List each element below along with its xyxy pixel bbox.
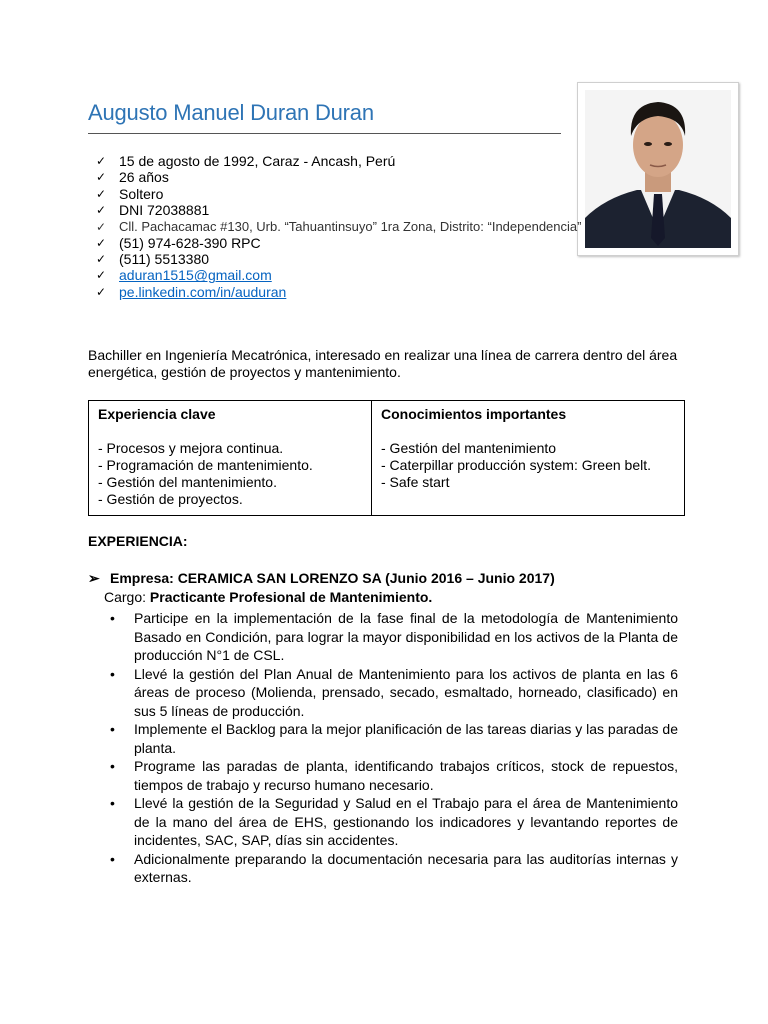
check-icon: ✓	[96, 252, 107, 267]
list-item: - Safe start	[381, 474, 450, 490]
list-item: - Gestión de proyectos.	[98, 491, 243, 507]
bullet-icon: •	[110, 850, 115, 867]
bullet-icon: •	[110, 795, 115, 811]
check-icon: ✓	[96, 186, 107, 201]
list-item	[96, 169, 581, 185]
important-knowledge-cell	[372, 401, 685, 516]
bullet-icon: •	[110, 758, 115, 774]
key-experience-header: Experiencia clave	[98, 406, 216, 422]
list-item	[108, 850, 678, 887]
home-phone: (511) 5513380	[119, 251, 210, 268]
bullet-icon: •	[110, 721, 115, 737]
list-item: - Gestión del mantenimiento	[381, 440, 557, 456]
age: 26 años	[119, 169, 169, 186]
list-item: - Gestión del mantenimiento.	[98, 474, 277, 490]
list-item	[96, 235, 581, 251]
key-experience-cell	[89, 401, 372, 516]
list-item	[96, 219, 581, 235]
experience-section-title: EXPERIENCIA:	[88, 533, 188, 549]
list-item	[96, 153, 581, 169]
check-icon: ✓	[96, 170, 107, 185]
personal-info-list	[96, 153, 581, 300]
linkedin-link[interactable]: pe.linkedin.com/in/auduran	[119, 283, 287, 300]
bullet-text: Llevé la gestión del Plan Anual de Mantenimiento para los activos de planta en las 6 áreas de proceso (Molienda, prensado, secado, esmaltado, horneado, clasificado) en sus 5 líneas de producción.	[134, 665, 678, 719]
list-item: - Programación de mantenimiento.	[98, 457, 313, 473]
dni: DNI 72038881	[119, 202, 210, 219]
check-icon: ✓	[96, 284, 107, 299]
company-text: Empresa: CERAMICA SAN LORENZO SA (Junio 2016 – Junio 2017)	[110, 570, 555, 586]
profile-photo	[577, 82, 739, 256]
skills-table	[88, 400, 685, 516]
bullet-icon: •	[110, 665, 115, 682]
check-icon: ✓	[96, 219, 107, 234]
list-item	[108, 720, 678, 757]
bullet-text: Participe en la implementación de la fase final de la metodología de Mantenimiento Basado en Condición, para lograr la mayor disponibilidad en los activos de la Planta de producción N°1 de CSL.	[134, 610, 678, 663]
list-item: - Procesos y mejora continua.	[98, 440, 284, 456]
cargo-label: Cargo:	[104, 589, 150, 605]
list-item	[96, 251, 581, 267]
candidate-name: Augusto Manuel Duran Duran	[88, 100, 374, 125]
list-item	[96, 267, 581, 283]
bullet-text: Llevé la gestión de la Seguridad y Salud en el Trabajo para el área de Mantenimiento de la mano del área de EHS, gestionando los indicadores y levantando reportes de incidentes, SAC, SAP, días sin accidentes.	[134, 795, 678, 848]
bullet-icon: •	[110, 610, 115, 626]
name-divider	[88, 133, 561, 134]
mobile-phone: (51) 974-628-390 RPC	[119, 234, 261, 251]
marital-status: Soltero	[119, 185, 164, 202]
profile-summary: Bachiller en Ingeniería Mecatrónica, interesado en realizar una línea de carrera dentro del área energética, gestión de proyectos y mantenimiento.	[88, 347, 678, 380]
check-icon: ✓	[96, 154, 107, 168]
list-item	[108, 665, 678, 721]
list-item	[96, 186, 581, 202]
list-item	[96, 284, 581, 300]
list-item	[108, 609, 678, 665]
list-item	[96, 202, 581, 218]
list-item	[108, 757, 678, 794]
email-link[interactable]: aduran1515@gmail.com	[119, 267, 272, 284]
check-icon: ✓	[96, 203, 107, 218]
check-icon: ✓	[96, 235, 107, 250]
list-item	[108, 794, 678, 850]
company-heading	[88, 570, 555, 587]
job-position	[104, 589, 432, 605]
bullet-text: Programe las paradas de planta, identificando trabajos críticos, stock de repuestos, tiempos de trabajo y recurso humano necesario.	[134, 758, 678, 793]
list-item: - Caterpillar producción system: Green belt.	[381, 457, 651, 473]
important-knowledge-header: Conocimientos importantes	[381, 406, 567, 422]
bullet-text: Implemente el Backlog para la mejor planificación de las tareas diarias y las paradas de planta.	[134, 721, 678, 756]
responsibilities-list	[108, 609, 678, 887]
profile-photo-image	[585, 90, 731, 248]
address: Cll. Pachacamac #130, Urb. “Tahuantinsuyo” 1ra Zona, Distrito: “Independencia”	[119, 218, 582, 234]
arrow-bullet-icon: ➢	[88, 570, 100, 586]
birth-info: 15 de agosto de 1992, Caraz - Ancash, Perú	[119, 153, 396, 169]
check-icon: ✓	[96, 268, 107, 283]
cargo-value: Practicante Profesional de Mantenimiento.	[149, 589, 433, 605]
bullet-text: Adicionalmente preparando la documentación necesaria para las auditorías internas y externas.	[134, 850, 678, 885]
